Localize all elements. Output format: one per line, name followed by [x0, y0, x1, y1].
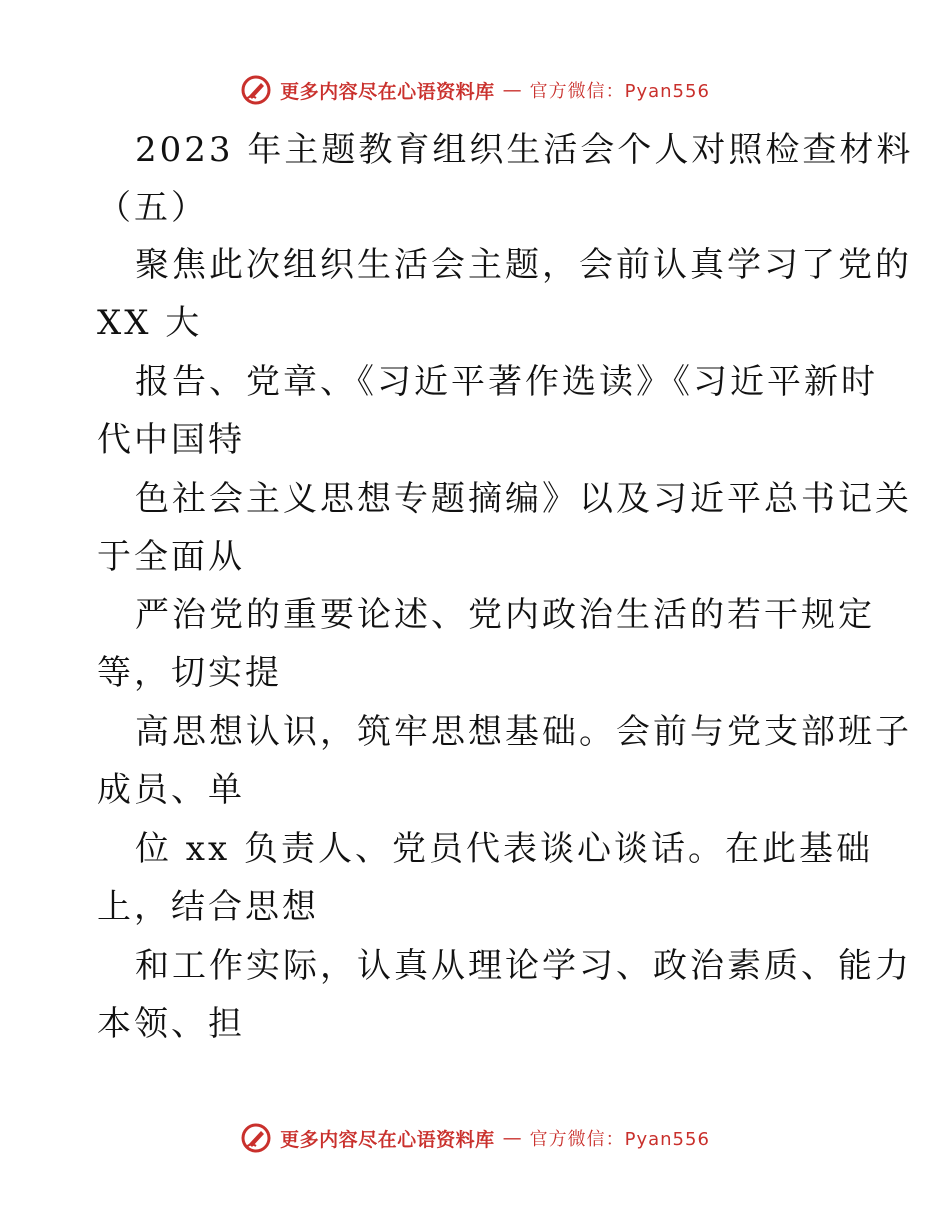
body-line: 等，切实提	[97, 653, 282, 693]
body-line: 报告、党章、《习近平著作选读》《习近平新时	[135, 362, 878, 402]
body-line: 位 xx 负责人、党员代表谈心谈话。在此基础	[135, 829, 873, 869]
footer-watermark	[0, 1118, 950, 1158]
header-watermark	[0, 70, 950, 110]
document-title-continued: （五）	[97, 188, 208, 228]
body-line: 聚焦此次组织生活会主题，会前认真学习了党的	[135, 245, 912, 285]
body-line: 严治党的重要论述、党内政治生活的若干规定	[135, 595, 875, 635]
watermark-text: 更多内容尽在心语资料库	[280, 80, 495, 103]
body-line: 本领、担	[97, 1004, 245, 1044]
pen-swirl-logo-icon	[240, 1122, 272, 1154]
document-title: 2023 年主题教育组织生活会个人对照检查材料	[135, 130, 914, 170]
body-line: 代中国特	[97, 420, 245, 460]
body-line: 成员、单	[97, 770, 245, 810]
body-line: 于全面从	[97, 537, 245, 577]
watermark-wechat: 官方微信：Pyan556	[529, 81, 710, 102]
watermark-dash: —	[502, 1127, 522, 1149]
body-line: 高思想认识，筑牢思想基础。会前与党支部班子	[135, 712, 912, 752]
body-line: 色社会主义思想专题摘编》以及习近平总书记关	[135, 479, 912, 519]
body-line: 和工作实际，认真从理论学习、政治素质、能力	[135, 946, 912, 986]
watermark-dash: —	[502, 79, 522, 101]
body-line: 上，结合思想	[97, 887, 319, 927]
watermark-text: 更多内容尽在心语资料库	[280, 1128, 495, 1151]
watermark-wechat: 官方微信：Pyan556	[529, 1129, 710, 1150]
body-line: XX 大	[97, 303, 203, 343]
pen-swirl-logo-icon	[240, 74, 272, 106]
